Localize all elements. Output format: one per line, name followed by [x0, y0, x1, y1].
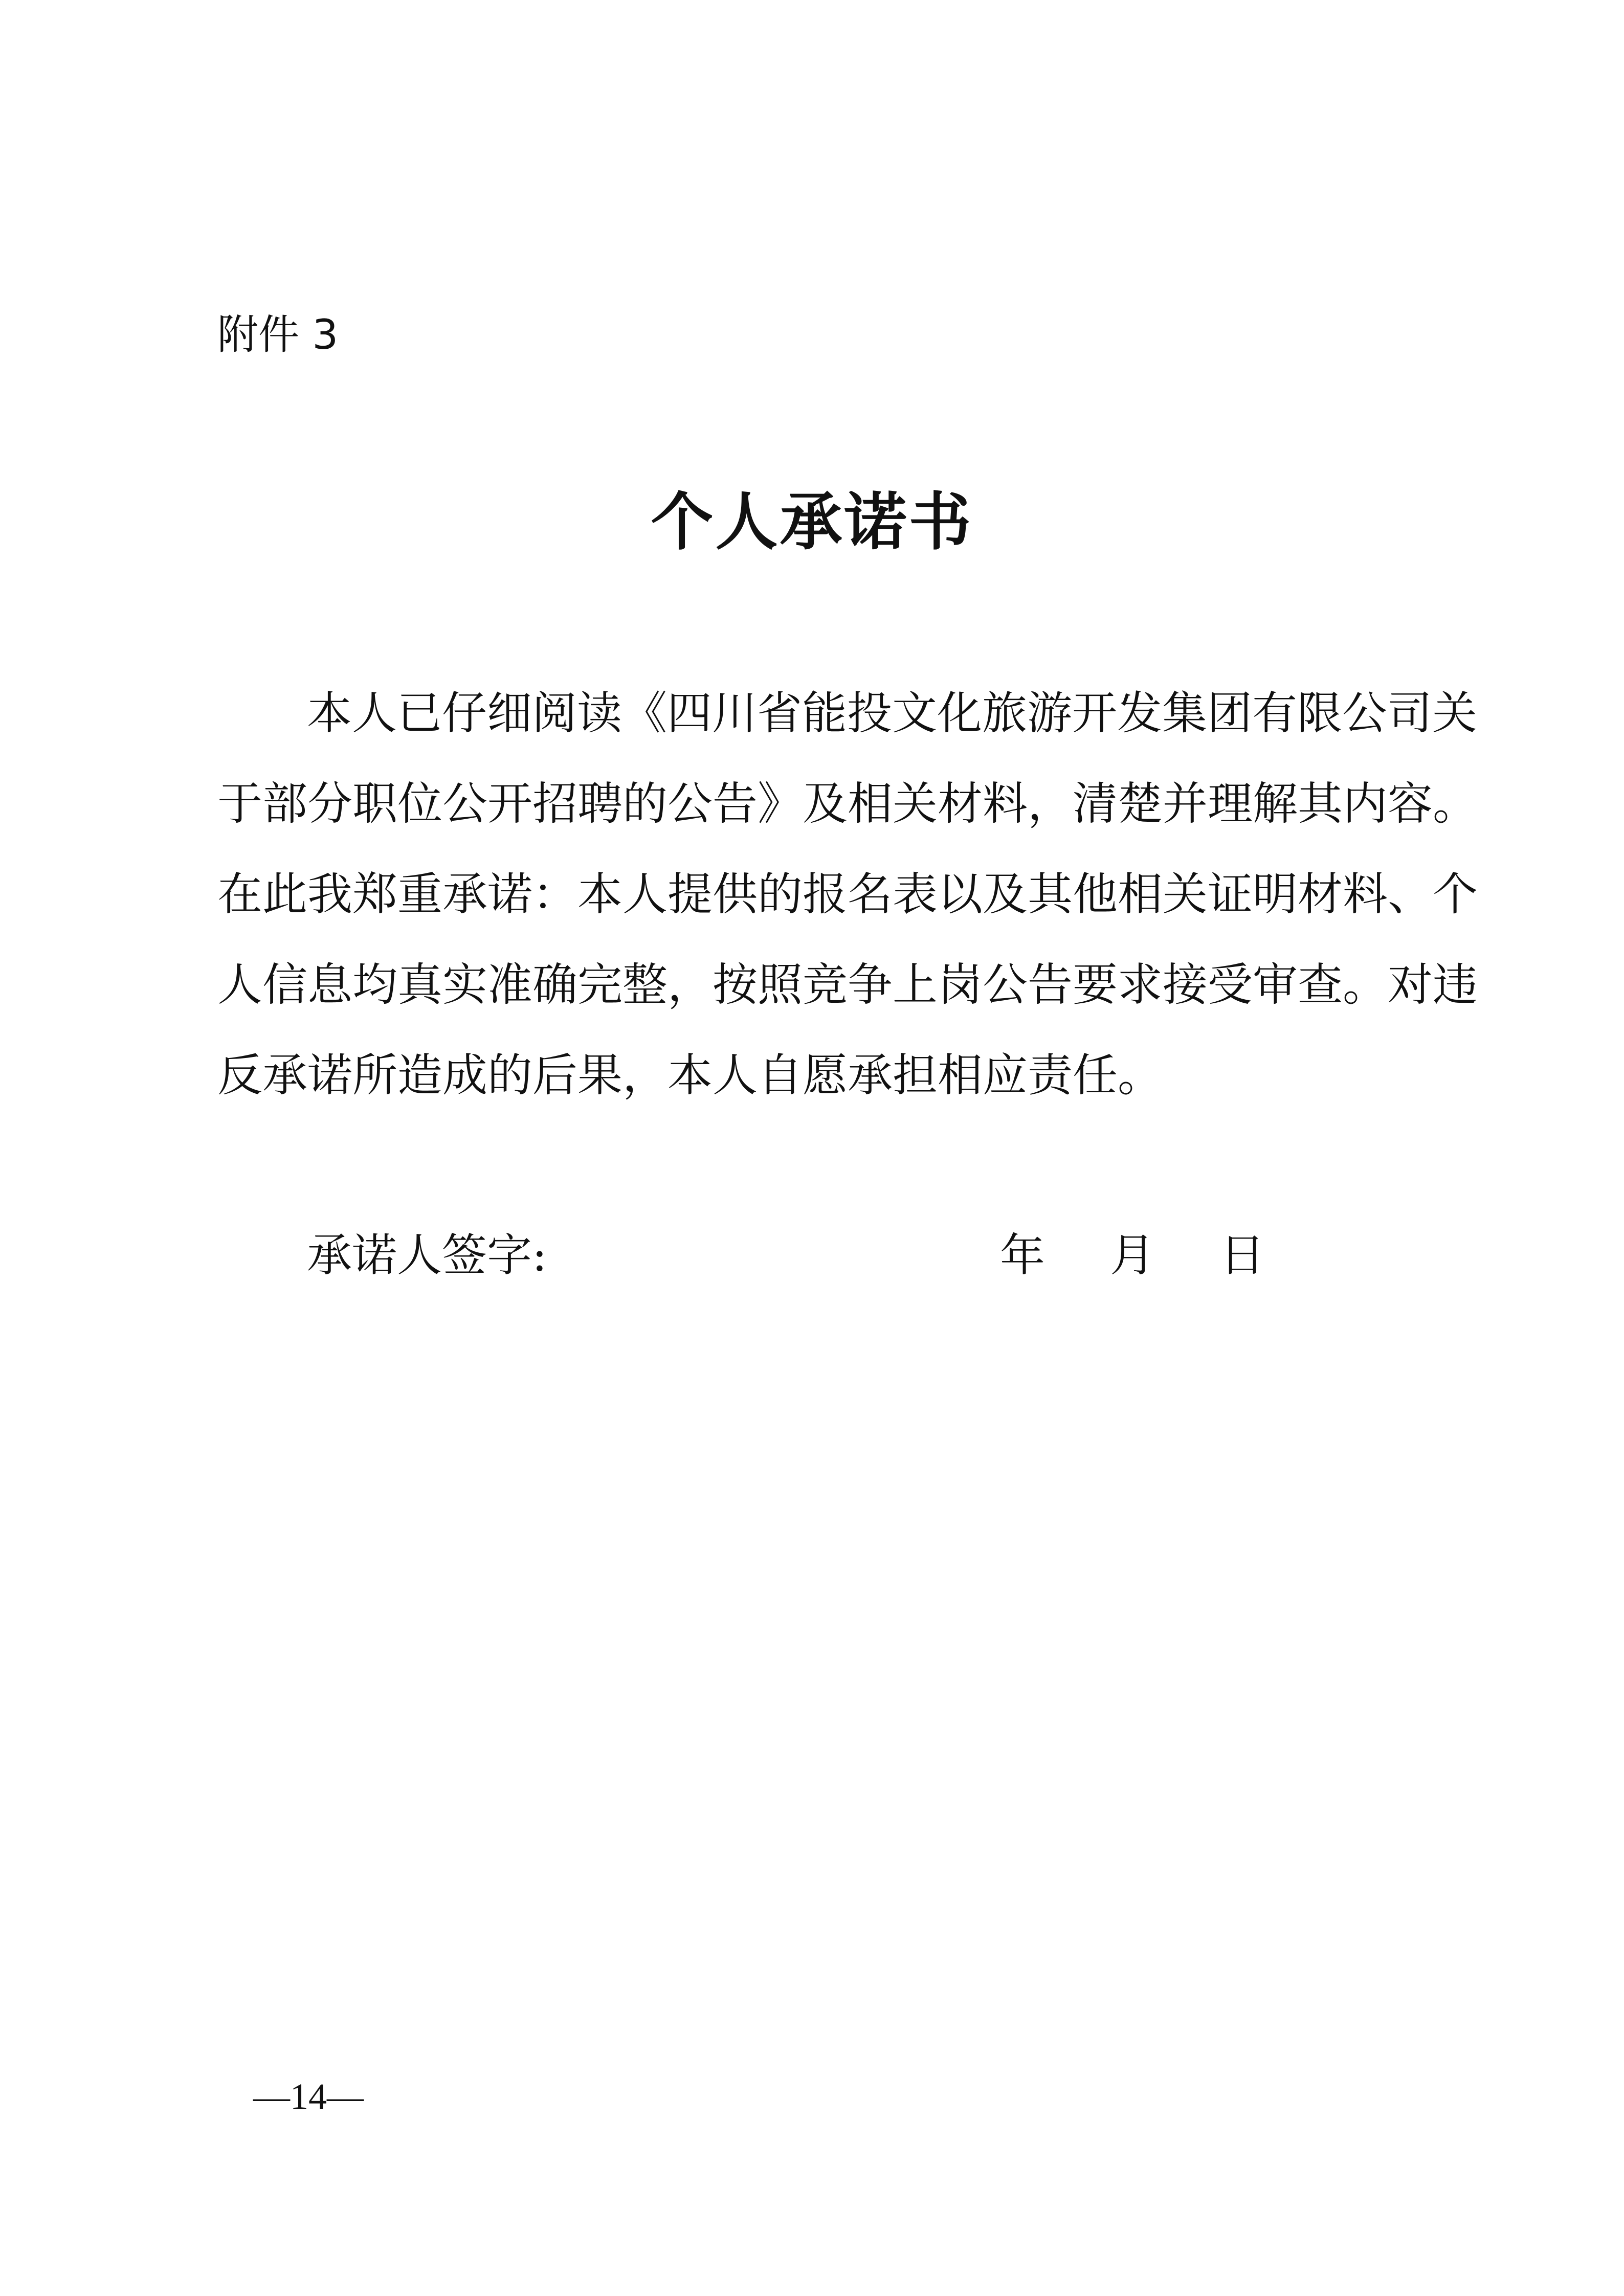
- document-title: 个人承诺书: [651, 485, 973, 558]
- page-number: —14—: [253, 2076, 364, 2117]
- body-paragraph-line: 本人已仔细阅读《四川省能投文化旅游开发集团有限公司关: [307, 687, 1478, 739]
- date-year-label: 年: [1000, 1229, 1045, 1281]
- body-paragraph-line: 反承诺所造成的后果，本人自愿承担相应责任。: [217, 1049, 1163, 1101]
- body-paragraph-line: 在此我郑重承诺：本人提供的报名表以及其他相关证明材料、个: [217, 868, 1478, 920]
- attachment-label: 附件 3: [217, 311, 339, 358]
- signature-label: 承诺人签字:: [307, 1229, 547, 1281]
- body-paragraph-line: 于部分职位公开招聘的公告》及相关材料，清楚并理解其内容。: [217, 777, 1478, 830]
- date-month-label: 月: [1110, 1229, 1155, 1281]
- body-paragraph-line: 人信息均真实准确完整，按照竞争上岗公告要求接受审查。对违: [217, 958, 1478, 1011]
- date-day-label: 日: [1220, 1229, 1265, 1281]
